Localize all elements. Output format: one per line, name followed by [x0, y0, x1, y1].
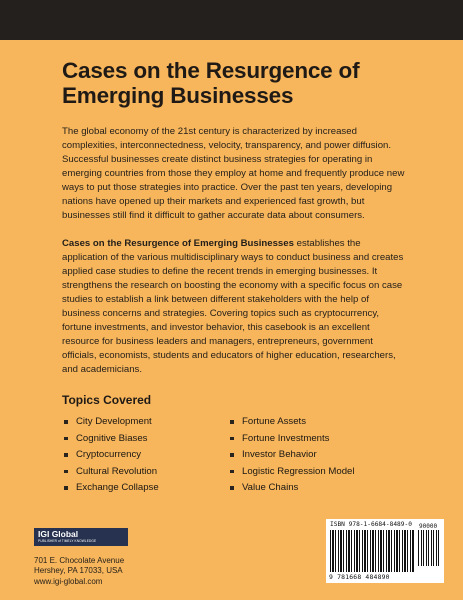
- topics-heading: Topics Covered: [62, 393, 152, 407]
- logo-name: IGI Global: [38, 529, 79, 539]
- topic-item: Value Chains: [228, 480, 355, 497]
- topic-item: Cryptocurrency: [62, 447, 228, 464]
- isbn-text: ISBN 978-1-6684-8489-0: [330, 521, 412, 528]
- address-line-1: 701 E. Chocolate Avenue: [34, 555, 125, 565]
- topics-column-left: [62, 414, 228, 497]
- topic-item: Cognitive Biases: [62, 431, 228, 448]
- price-barcode-bars: [418, 530, 440, 566]
- book-title-bold: Cases on the Resurgence of Emerging Businesses: [62, 238, 294, 249]
- address-line-2: Hershey, PA 17033, USA: [34, 566, 123, 575]
- barcode-bars: [330, 530, 414, 572]
- back-cover-content: [62, 58, 408, 497]
- topic-item: Exchange Collapse: [62, 480, 228, 497]
- topic-item: Cultural Revolution: [62, 464, 228, 481]
- price-code-text: 90000: [419, 523, 438, 530]
- publisher-website: www.igi-global.com: [34, 576, 103, 586]
- topic-item: City Development: [62, 414, 228, 431]
- topic-item: Fortune Investments: [228, 431, 355, 448]
- topics-list: [62, 414, 408, 497]
- publisher-address: [34, 556, 194, 588]
- isbn-barcode: [326, 519, 444, 583]
- topic-item: Investor Behavior: [228, 447, 355, 464]
- book-title: Cases on the Resurgence of Emerging Businesses: [62, 58, 360, 108]
- barcode-digits: 9 781668 484890: [329, 573, 390, 581]
- topics-column-right: [228, 414, 355, 497]
- igi-global-logo: [34, 528, 128, 546]
- topic-item: Fortune Assets: [228, 414, 355, 431]
- logo-tagline: PUBLISHER of TIMELY KNOWLEDGE: [38, 539, 97, 543]
- description-paragraph-1: The global economy of the 21st century is characterized by increased complexities, interconnectedness, velocity, transparency, and power diffusion. Successful businesses create distinct business strategies for operating in emerging countries from those they employ at home and frequently produce new ways to put those strategies into practice. Over the past ten years, developing nations have opened up their markets and experienced fast growth, but businesses still find it difficult to gather accurate data about consumers.: [62, 126, 405, 221]
- topic-item: Logistic Regression Model: [228, 464, 355, 481]
- description-paragraph-2: [62, 237, 408, 377]
- top-dark-band: [0, 0, 463, 40]
- publisher-block: [34, 524, 194, 587]
- paragraph-2-text: establishes the application of the various multidisciplinary ways to conduct business and creates applied case studies to define the recent trends in emerging businesses. It strengthens the research on boosting the economy with a specific focus on case studies to establish a link between different stakeholders with the help of business concerns and strategies. Covering topics such as cryptocurrency, fortune investments, and investor behavior, this casebook is an excellent resource for business leaders and managers, entrepreneurs, government officials, economists, students and educators of higher education, researchers, and academicians.: [62, 238, 404, 375]
